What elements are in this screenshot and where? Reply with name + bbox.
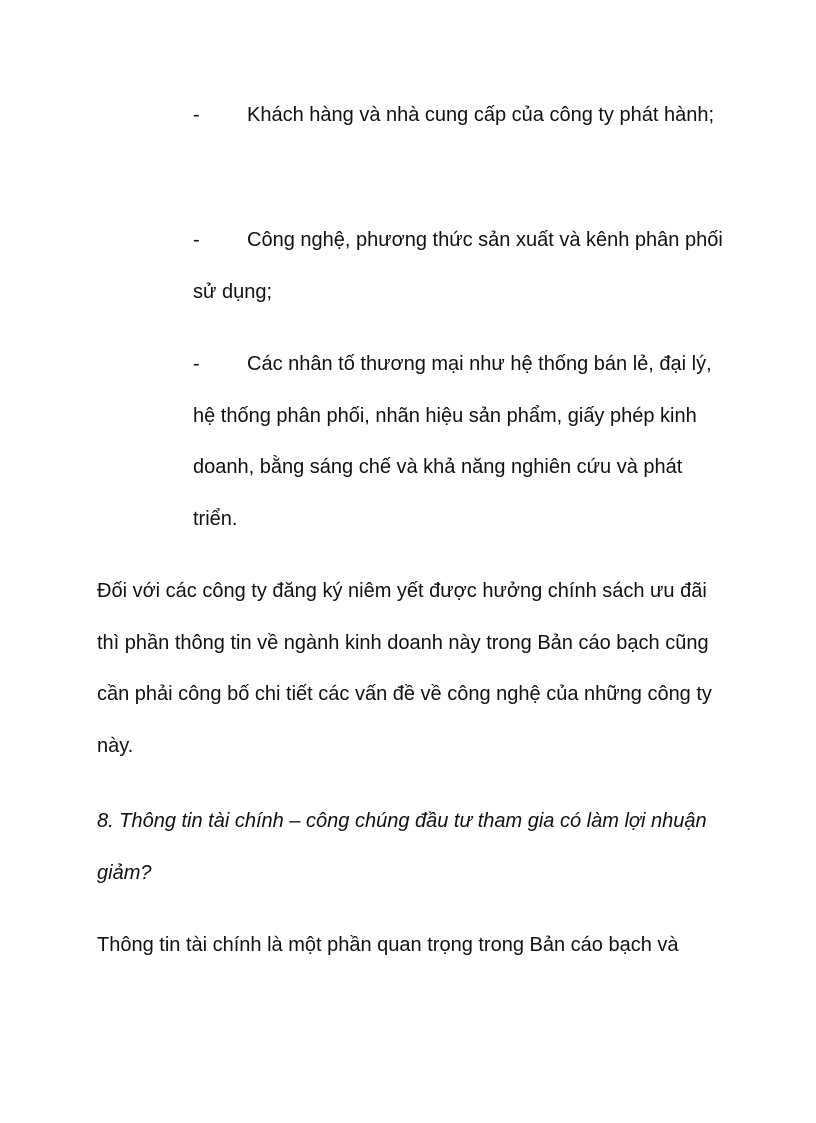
paragraph-listed-companies: Đối với các công ty đăng ký niêm yết được hưởng chính sách ưu đãi thì phần thông tin về ngành kinh doanh này trong Bản cáo bạch cũng cần phải công bố chi tiết các vấn đề về công nghệ của những công ty này. (97, 580, 712, 757)
bullet-item-commercial-factors (193, 339, 723, 545)
bullet-marker: - (193, 353, 200, 375)
bullet-marker: - (193, 104, 200, 126)
bullet-item-customers (193, 90, 723, 142)
bullet-text: Khách hàng và nhà cung cấp của công ty phát hành; (247, 104, 715, 126)
bullet-text: Công nghệ, phương thức sản xuất và kênh phân phối sử dụng; (193, 229, 723, 303)
bullet-text: Các nhân tố thương mại như hệ thống bán lẻ, đại lý, hệ thống phân phối, nhãn hiệu sản phẩm, giấy phép kinh doanh, bằng sáng chế và khả năng nghiên cứu và phát triển. (193, 353, 712, 530)
bullet-marker: - (193, 229, 200, 251)
bullet-item-technology (193, 215, 723, 318)
section-heading-financial-info: 8. Thông tin tài chính – công chúng đầu tư tham gia có làm lợi nhuận giảm? (97, 810, 707, 884)
paragraph-financial-info: Thông tin tài chính là một phần quan trọng trong Bản cáo bạch và (97, 934, 679, 956)
